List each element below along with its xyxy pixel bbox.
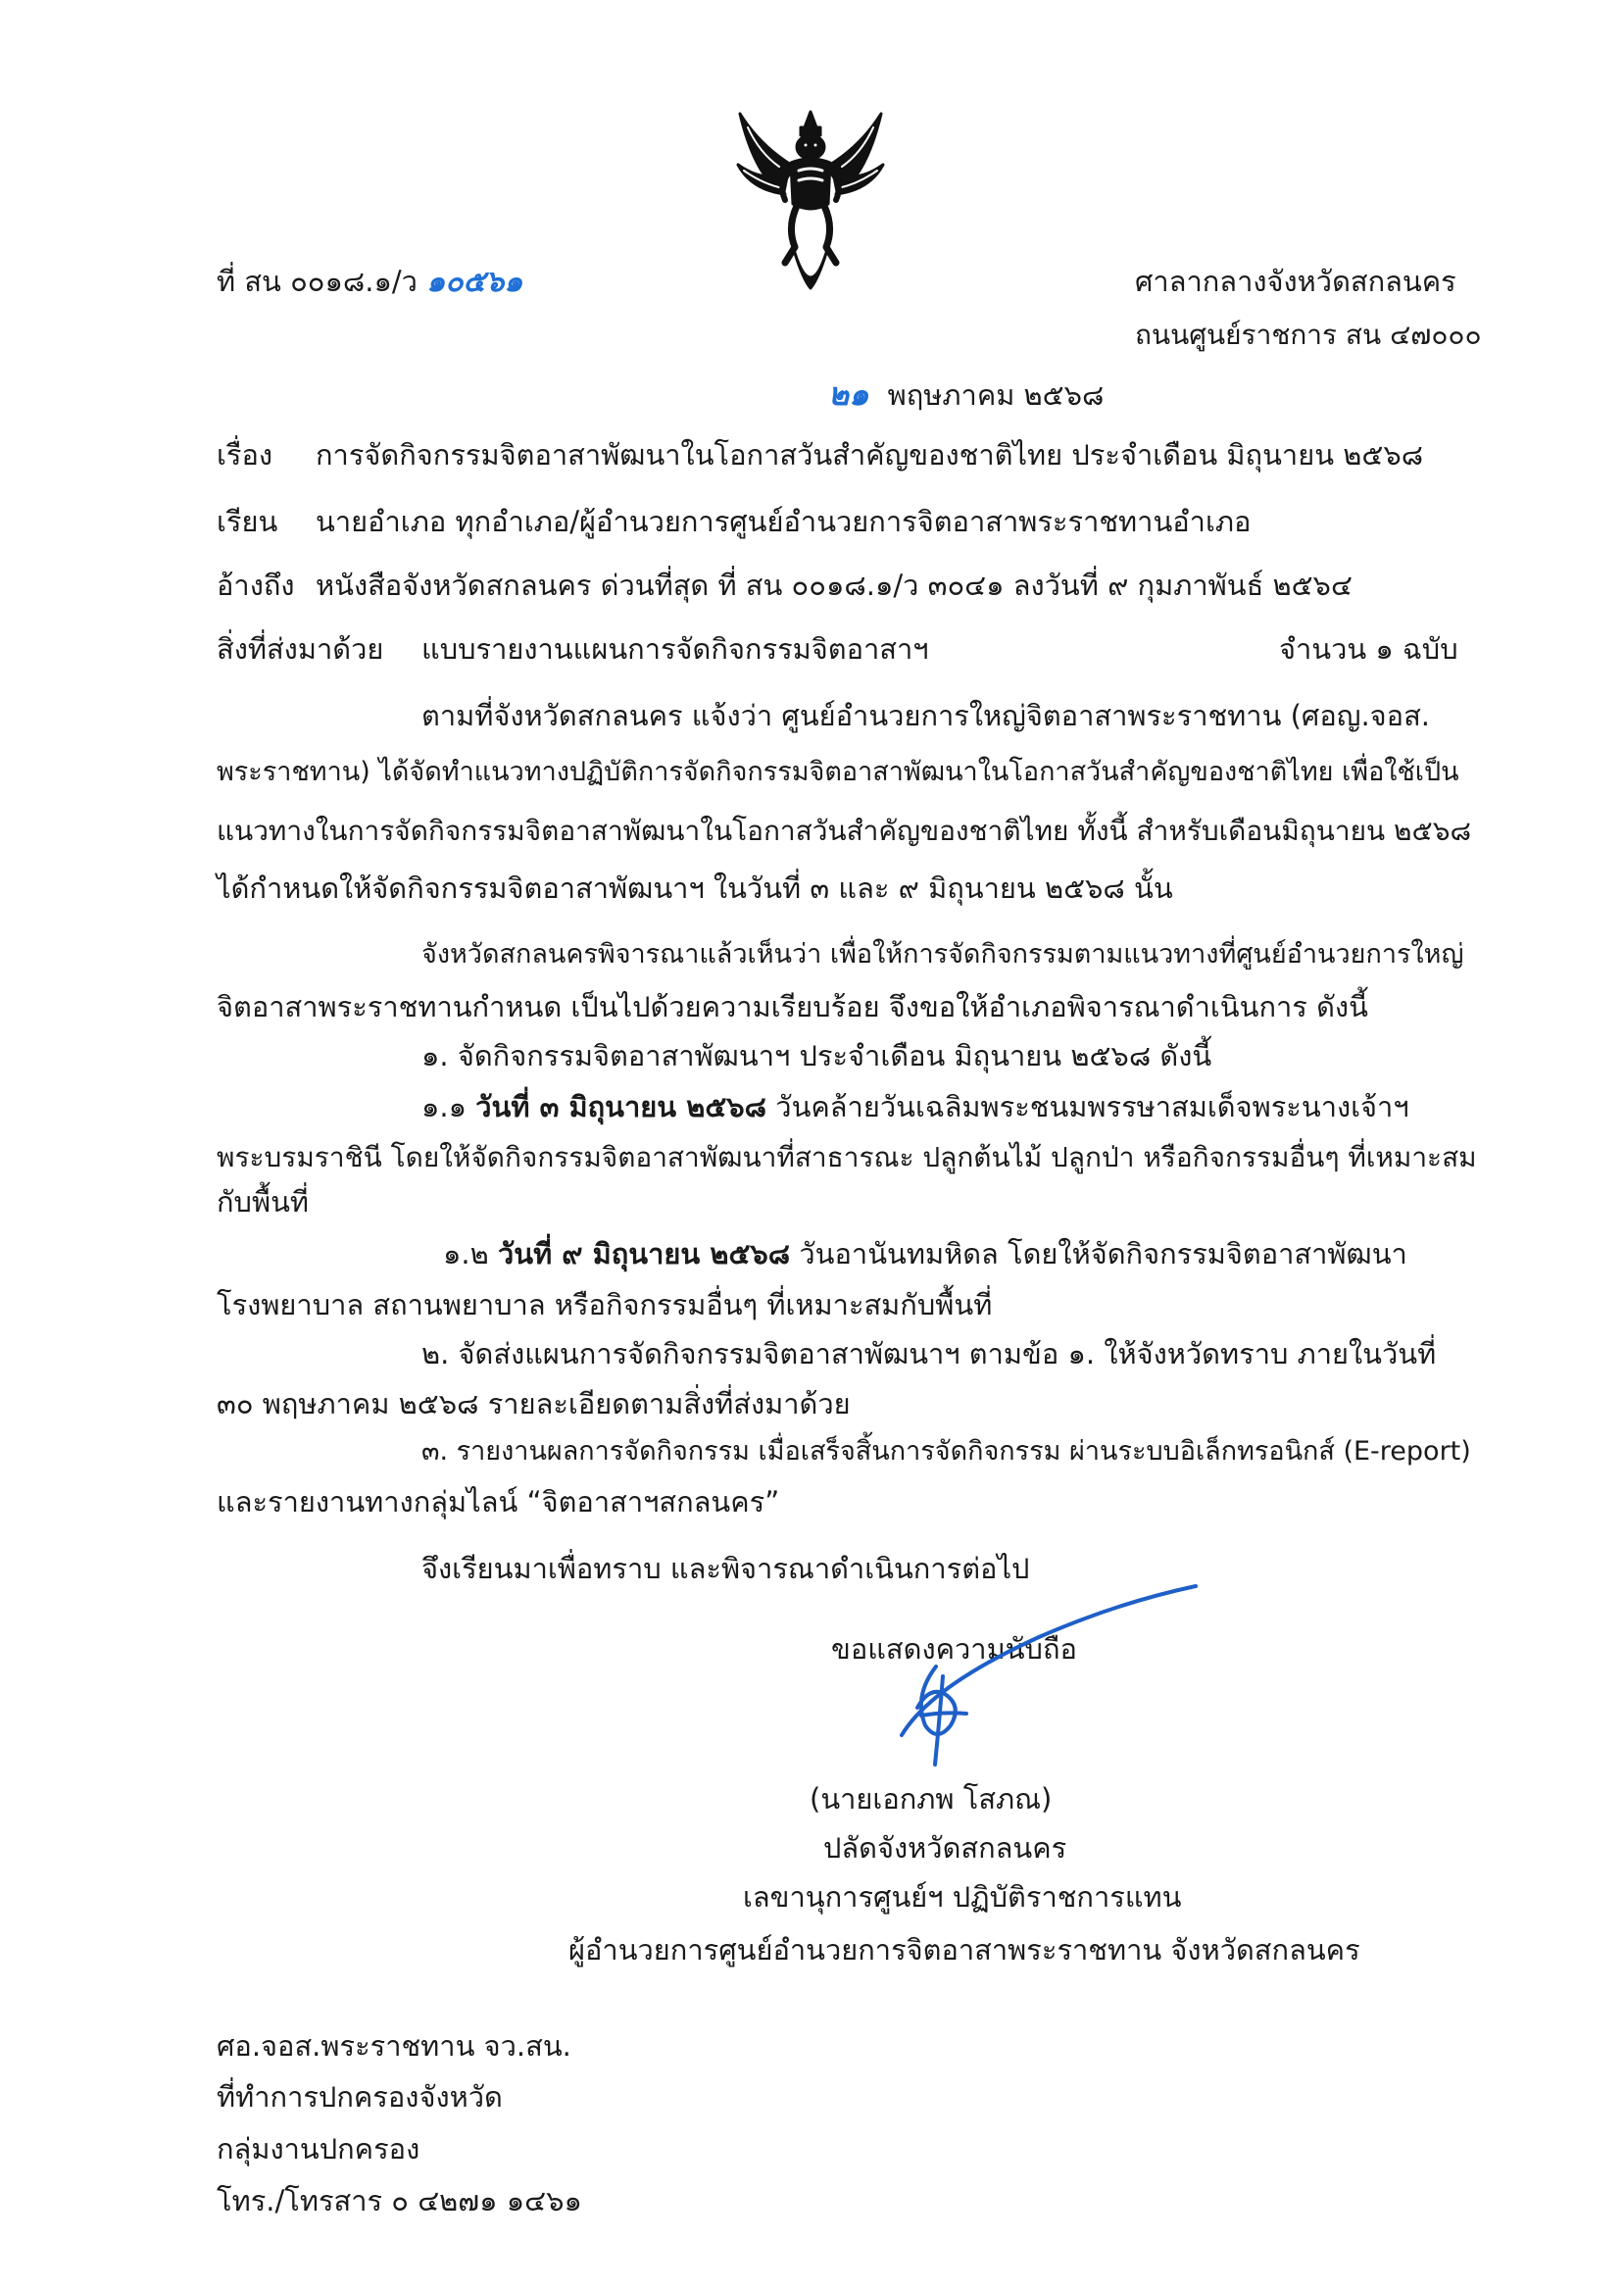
to-label: เรียน [217, 505, 278, 538]
office-address: ถนนศูนย์ราชการ สน ๔๗๐๐๐ [1135, 319, 1482, 351]
item-1-2-line-2: โรงพยาบาล สถานพยาบาล หรือกิจกรรมอื่นๆ ที่เหมาะสมกับพื้นที่ [217, 1288, 993, 1321]
enclosure-count: จำนวน ๑ ฉบับ [1279, 632, 1458, 666]
paragraph-2-line-2: จิตอาสาพระราชทานกำหนด เป็นไปด้วยความเรียบร้อย จึงขอให้อำเภอพิจารณาดำเนินการ ดังนี้ [217, 990, 1368, 1023]
item-1-2-date: วันที่ ๙ มิถุนายน ๒๕๖๘ [497, 1237, 791, 1270]
paragraph-1-line-4: ได้กำหนดให้จัดกิจกรรมจิตอาสาพัฒนาฯ ในวันที่ ๓ และ ๙ มิถุนายน ๒๕๖๘ นั้น [217, 871, 1173, 905]
item-1-1-line-2: พระบรมราชินี โดยให้จัดกิจกรรมจิตอาสาพัฒนาที่สาธารณะ ปลูกต้นไม้ ปลูกป่า หรือกิจกรรมอื่นๆ ที่เหมาะสม [217, 1141, 1477, 1173]
item-1-1-number: ๑.๑ [421, 1090, 468, 1123]
item-1-2-line-1 [443, 1237, 1407, 1271]
item-1-2-number: ๑.๒ [443, 1237, 489, 1270]
reference-label: อ้างถึง [217, 569, 295, 602]
signer-title-2: เลขานุการศูนย์ฯ ปฏิบัติราชการแทน [743, 1880, 1182, 1914]
to-text: นายอำเภอ ทุกอำเภอ/ผู้อำนวยการศูนย์อำนวยการจิตอาสาพระราชทานอำเภอ [316, 505, 1252, 538]
enclosure-label: สิ่งที่ส่งมาด้วย [217, 632, 384, 666]
item-1-1-line-1 [421, 1090, 1409, 1124]
item-2-line-2: ๓๐ พฤษภาคม ๒๕๖๘ รายละเอียดตามสิ่งที่ส่งมาด้วย [217, 1387, 851, 1420]
item-3-line-1: ๓. รายงานผลการจัดกิจกรรม เมื่อเสร็จสิ้นการจัดกิจกรรม ผ่านระบบอิเล็กทรอนิกส์ (E-report) [421, 1436, 1471, 1467]
footer-group: กลุ่มงานปกครอง [217, 2132, 420, 2166]
subject-label: เรื่อง [217, 438, 273, 472]
enclosure-text: แบบรายงานแผนการจัดกิจกรรมจิตอาสาฯ [421, 632, 929, 666]
reference-number-handwritten: ๑๐๕๖๑ [426, 265, 523, 299]
item-3-line-2: และรายงานทางกลุ่มไลน์ “จิตอาสาฯสกลนคร” [217, 1485, 780, 1518]
paragraph-1-line-1: ตามที่จังหวัดสกลนคร แจ้งว่า ศูนย์อำนวยการใหญ่จิตอาสาพระราชทาน (ศอญ.จอส. [421, 699, 1431, 732]
regards-text: ขอแสดงความนับถือ [831, 1632, 1077, 1666]
paragraph-1-line-3: แนวทางในการจัดกิจกรรมจิตอาสาพัฒนาในโอกาสวันสำคัญของชาติไทย ทั้งนี้ สำหรับเดือนมิถุนายน ๒๕๖๘ [217, 815, 1472, 847]
paragraph-1-line-2: พระราชทาน) ได้จัดทำแนวทางปฏิบัติการจัดกิจกรรมจิตอาสาพัฒนาในโอกาสวันสำคัญของชาติไทย เพื่อใช้เป็น [217, 757, 1459, 787]
reference-prefix: ที่ สน ๐๐๑๘.๑/ว [217, 265, 418, 298]
closing-line: จึงเรียนมาเพื่อทราบ และพิจารณาดำเนินการต่อไป [421, 1552, 1030, 1585]
paragraph-2-line-1: จังหวัดสกลนครพิจารณาแล้วเห็นว่า เพื่อให้การจัดกิจกรรมตามแนวทางที่ศูนย์อำนวยการใหญ่ [421, 939, 1464, 970]
date-day-handwritten: ๒๑ [828, 375, 869, 413]
item-2-line-1: ๒. จัดส่งแผนการจัดกิจกรรมจิตอาสาพัฒนาฯ ตามข้อ ๑. ให้จังหวัดทราบ ภายในวันที่ [421, 1337, 1437, 1370]
reference-text: หนังสือจังหวัดสกลนคร ด่วนที่สุด ที่ สน ๐๐๑๘.๑/ว ๓๐๔๑ ลงวันที่ ๙ กุมภาพันธ์ ๒๕๖๔ [316, 569, 1353, 602]
item-1-1-date: วันที่ ๓ มิถุนายน ๒๕๖๘ [475, 1090, 767, 1123]
footer-phone: โทร./โทรสาร ๐ ๔๒๗๑ ๑๔๖๑ [217, 2184, 582, 2217]
garuda-emblem-icon [730, 106, 892, 302]
footer-department: ศอ.จอส.พระราชทาน จว.สน. [217, 2029, 571, 2063]
signer-title-1: ปลัดจังหวัดสกลนคร [823, 1831, 1067, 1865]
subject-text: การจัดกิจกรรมจิตอาสาพัฒนาในโอกาสวันสำคัญของชาติไทย ประจำเดือน มิถุนายน ๒๕๖๘ [316, 438, 1424, 472]
item-1-2-text: วันอานันทมหิดล โดยให้จัดกิจกรรมจิตอาสาพัฒนา [799, 1237, 1407, 1270]
office-name: ศาลากลางจังหวัดสกลนคร [1135, 265, 1456, 298]
date-month-year: พฤษภาคม ๒๕๖๘ [887, 378, 1105, 412]
handwritten-signature-icon [823, 1578, 1206, 1774]
footer-office: ที่ทำการปกครองจังหวัด [217, 2080, 503, 2114]
signer-name: (นายเอกภพ โสภณ) [810, 1782, 1053, 1816]
item-1-1-text: วันคล้ายวันเฉลิมพระชนมพรรษาสมเด็จพระนางเจ้าฯ [775, 1090, 1409, 1123]
item-1: ๑. จัดกิจกรรมจิตอาสาพัฒนาฯ ประจำเดือน มิถุนายน ๒๕๖๘ ดังนี้ [421, 1039, 1212, 1072]
document-date [828, 375, 1104, 413]
signer-title-3: ผู้อำนวยการศูนย์อำนวยการจิตอาสาพระราชทาน จังหวัดสกลนคร [568, 1933, 1360, 1966]
item-1-1-line-3: กับพื้นที่ [217, 1185, 310, 1219]
reference-number [217, 265, 522, 300]
